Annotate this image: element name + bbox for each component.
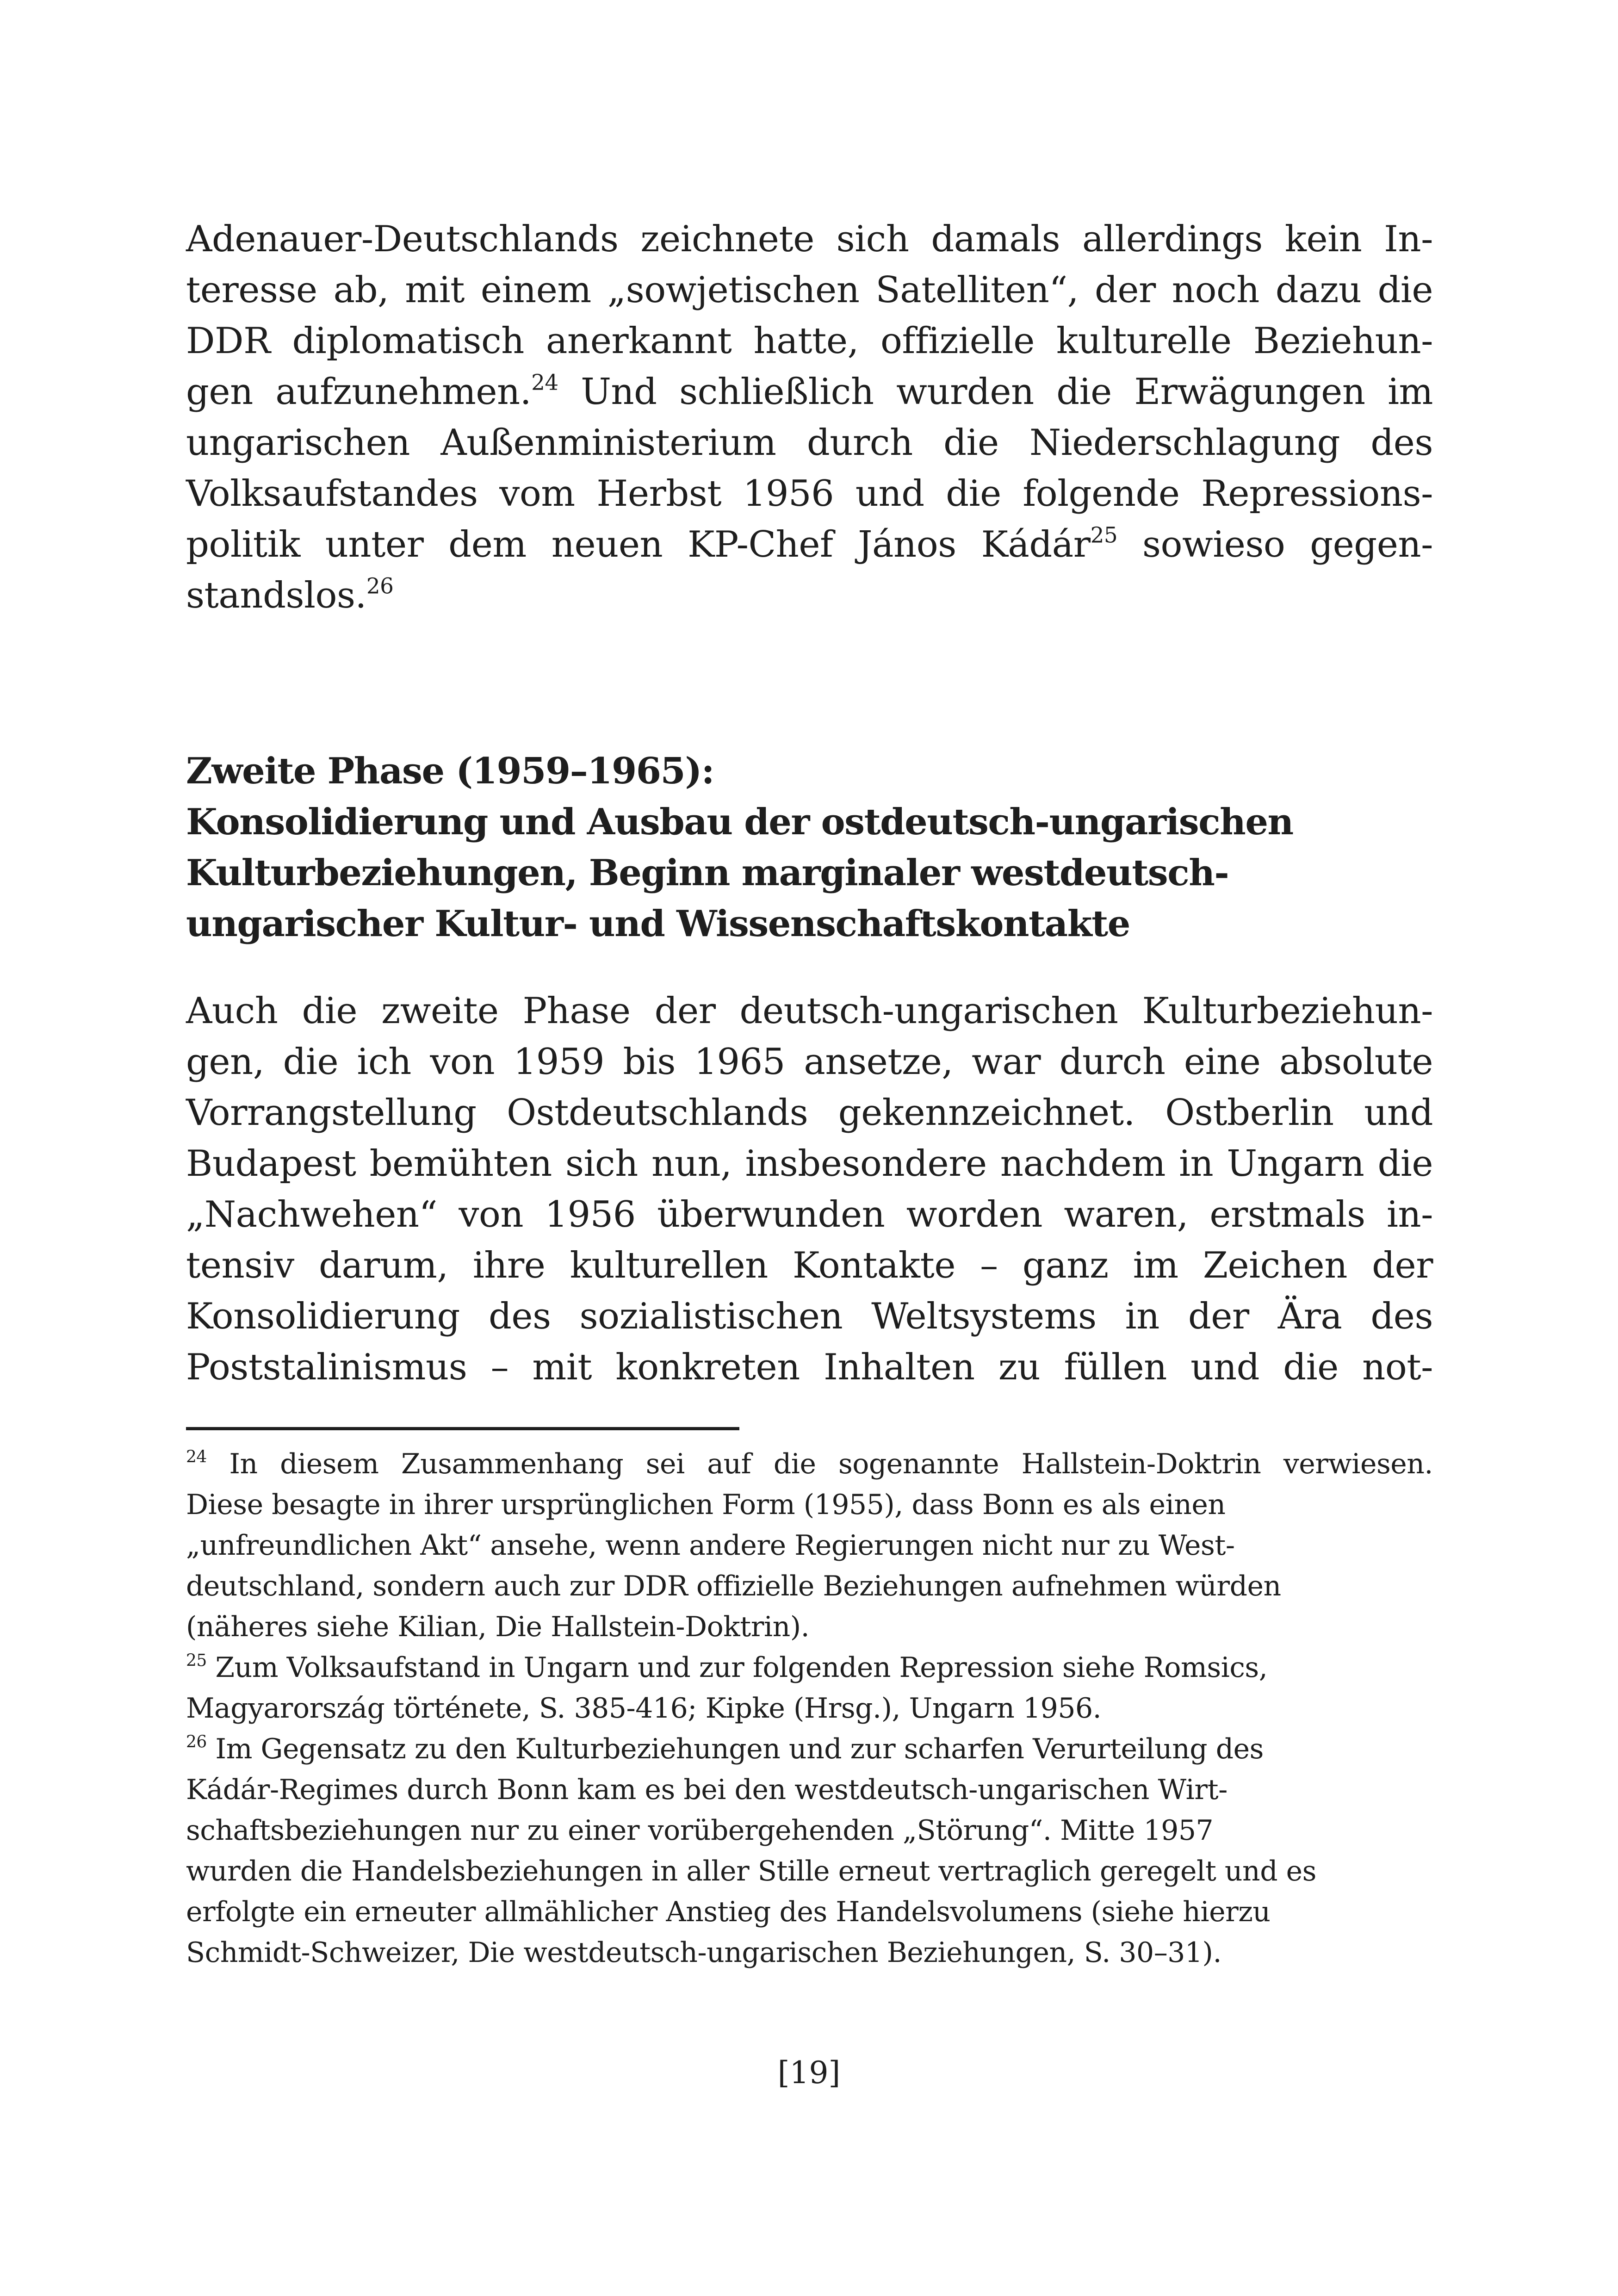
footnote-number: 25 [186,1651,207,1670]
text-segment: gen aufzunehmen. [186,371,532,413]
footnote-line: (näheres siehe Kilian, Die Hallstein-Doktrin). [186,1611,810,1643]
footnote-ref-25[interactable]: 25 [1090,523,1118,548]
text-line: Poststalinismus – mit konkreten Inhalten zu füllen und die not- [186,1347,1433,1388]
text-line: Budapest bemühten sich nun, insbesondere nachdem in Ungarn die [186,1143,1433,1185]
heading-line: Zweite Phase (1959–1965): [186,750,714,792]
footnote-25 [186,1647,1433,1688]
heading-line: Konsolidierung und Ausbau der ostdeutsch-ungarischen [186,801,1293,843]
heading-line: Kulturbeziehungen, Beginn marginaler westdeutsch- [186,852,1229,894]
text-line [186,570,1433,621]
heading-line: ungarischer Kultur- und Wissenschaftskontakte [186,903,1130,945]
footnote-ref-26[interactable]: 26 [366,574,394,599]
footnote-number: 24 [186,1447,207,1467]
page-number: [19] [777,2055,841,2091]
text-line: ungarischen Außenministerium durch die Niederschlagung des [186,422,1433,464]
footnote-line: Diese besagte in ihrer ursprünglichen Form (1955), dass Bonn es als einen [186,1489,1226,1521]
text-line: teresse ab, mit einem „sowjetischen Satelliten“, der noch dazu die [186,269,1433,311]
text-line: „Nachwehen“ von 1956 überwunden worden waren, erstmals in- [186,1194,1433,1235]
text-line: gen, die ich von 1959 bis 1965 ansetze, war durch eine absolute [186,1041,1433,1083]
text-segment: In diesem Zusammenhang sei auf die sogenannte Hallstein-Doktrin verwiesen. [206,1448,1433,1480]
footnote-number: 26 [186,1732,207,1752]
footnote-26 [186,1729,1433,1769]
text-line: Auch die zweite Phase der deutsch-ungarischen Kulturbeziehun- [186,990,1433,1032]
text-line: Adenauer-Deutschlands zeichnete sich damals allerdings kein In- [186,218,1433,260]
text-line: DDR diplomatisch anerkannt hatte, offizielle kulturelle Beziehun- [186,320,1433,362]
footnote-line: wurden die Handelsbeziehungen in aller Stille erneut vertraglich geregelt und es [186,1855,1316,1887]
footnote-line: „unfreundlichen Akt“ ansehe, wenn andere Regierungen nicht nur zu West- [186,1529,1235,1562]
footnote-line: Magyarország története, S. 385-416; Kipke (Hrsg.), Ungarn 1956. [186,1692,1102,1725]
text-line: tensiv darum, ihre kulturellen Kontakte – ganz im Zeichen der [186,1245,1433,1286]
text-line: Vorrangstellung Ostdeutschlands gekennzeichnet. Ostberlin und [186,1092,1433,1134]
text-line [186,366,1433,417]
footnote-line: schaftsbeziehungen nur zu einer vorübergehenden „Störung“. Mitte 1957 [186,1814,1214,1847]
text-segment: standslos. [186,575,366,616]
text-line [186,519,1433,570]
text-line: Konsolidierung des sozialistischen Weltsystems in der Ära des [186,1296,1433,1337]
footnote-line: erfolgte ein erneuter allmählicher Anstieg des Handelsvolumens (siehe hierzu [186,1896,1271,1928]
text-segment: Im Gegensatz zu den Kulturbeziehungen und zur scharfen Verurteilung des [206,1733,1264,1765]
text-line: Volksaufstandes vom Herbst 1956 und die folgende Repressions- [186,473,1433,515]
footnote-24 [186,1444,1433,1484]
footnote-line: Kádár-Regimes durch Bonn kam es bei den westdeutsch-ungarischen Wirt- [186,1774,1227,1806]
text-segment: Und schließlich wurden die Erwägungen im [558,371,1433,413]
text-segment: Zum Volksaufstand in Ungarn und zur folgenden Repression siehe Romsics, [206,1651,1268,1684]
footnote-ref-24[interactable]: 24 [531,370,558,396]
footnote-line: deutschland, sondern auch zur DDR offizielle Beziehungen aufnehmen würden [186,1570,1281,1602]
text-segment: politik unter dem neuen KP-Chef János Kádár [186,524,1091,565]
footnote-separator [186,1427,739,1430]
text-segment: sowieso gegen- [1117,524,1433,565]
footnote-line: Schmidt-Schweizer, Die westdeutsch-ungarischen Beziehungen, S. 30–31). [186,1936,1222,1969]
